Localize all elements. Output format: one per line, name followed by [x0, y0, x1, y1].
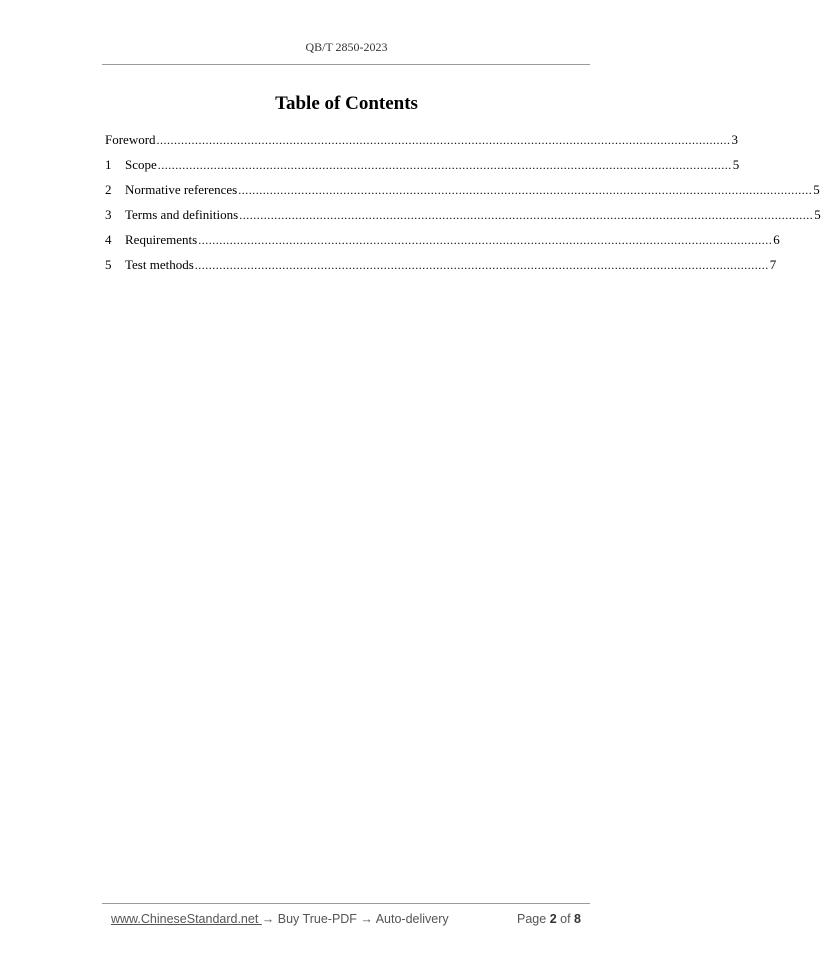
- page-indicator: [517, 912, 581, 926]
- toc-entry-label: Requirements: [125, 232, 198, 247]
- toc-entry-page: 5: [732, 157, 740, 172]
- toc-entry-number: 2: [105, 182, 112, 197]
- toc-entry-label: Foreword: [105, 132, 156, 147]
- page-current: 2: [549, 912, 557, 926]
- toc-entry-number: 3: [105, 207, 112, 222]
- toc-leader-dots: ....................................................................................................................................................................: [194, 258, 769, 272]
- toc-entry-page: 3: [731, 132, 739, 147]
- toc-leader-dots: ....................................................................................................................................................................: [238, 183, 813, 197]
- page-of: of: [560, 912, 571, 926]
- footer-promo: [111, 912, 449, 926]
- toc-entry-page: 5: [814, 207, 821, 222]
- page-footer: [111, 912, 581, 926]
- toc-leader-dots: ....................................................................................................................................................................: [156, 133, 731, 147]
- toc-title: Table of Contents: [275, 93, 418, 114]
- toc-entry-page: 5: [813, 182, 820, 197]
- toc-leader-dots: ....................................................................................................................................................................: [198, 233, 773, 247]
- toc-entry-foreword[interactable]: [105, 131, 739, 156]
- toc-list: [105, 131, 821, 281]
- page-prefix: Page: [517, 912, 547, 926]
- toc-entry-test-methods[interactable]: [105, 256, 777, 281]
- toc-entry-scope[interactable]: [105, 156, 740, 181]
- toc-entry-number: 4: [105, 232, 112, 247]
- toc-entry-terms-and-definitions[interactable]: [105, 206, 821, 231]
- toc-leader-dots: ....................................................................................................................................................................: [239, 208, 814, 222]
- toc-entry-normative-references[interactable]: [105, 181, 820, 206]
- toc-entry-label: Terms and definitions: [125, 207, 239, 222]
- toc-entry-page: 7: [769, 257, 777, 272]
- toc-entry-page: 6: [773, 232, 780, 247]
- header-divider: [102, 64, 590, 65]
- toc-entry-label: Test methods: [125, 257, 194, 272]
- site-link[interactable]: www.ChineseStandard.net: [111, 912, 262, 926]
- toc-entry-label: Scope: [125, 157, 157, 172]
- toc-entry-number: 1: [105, 157, 112, 172]
- page-total: 8: [574, 912, 581, 926]
- toc-entry-label: Normative references: [125, 182, 238, 197]
- footer-divider: [102, 903, 590, 904]
- toc-entry-requirements[interactable]: [105, 231, 780, 256]
- toc-entry-number: 5: [105, 257, 112, 272]
- document-code-header: QB/T 2850-2023: [305, 40, 388, 54]
- footer-promo-text: → Buy True-PDF → Auto-delivery: [261, 912, 449, 926]
- toc-leader-dots: ....................................................................................................................................................................: [157, 158, 732, 172]
